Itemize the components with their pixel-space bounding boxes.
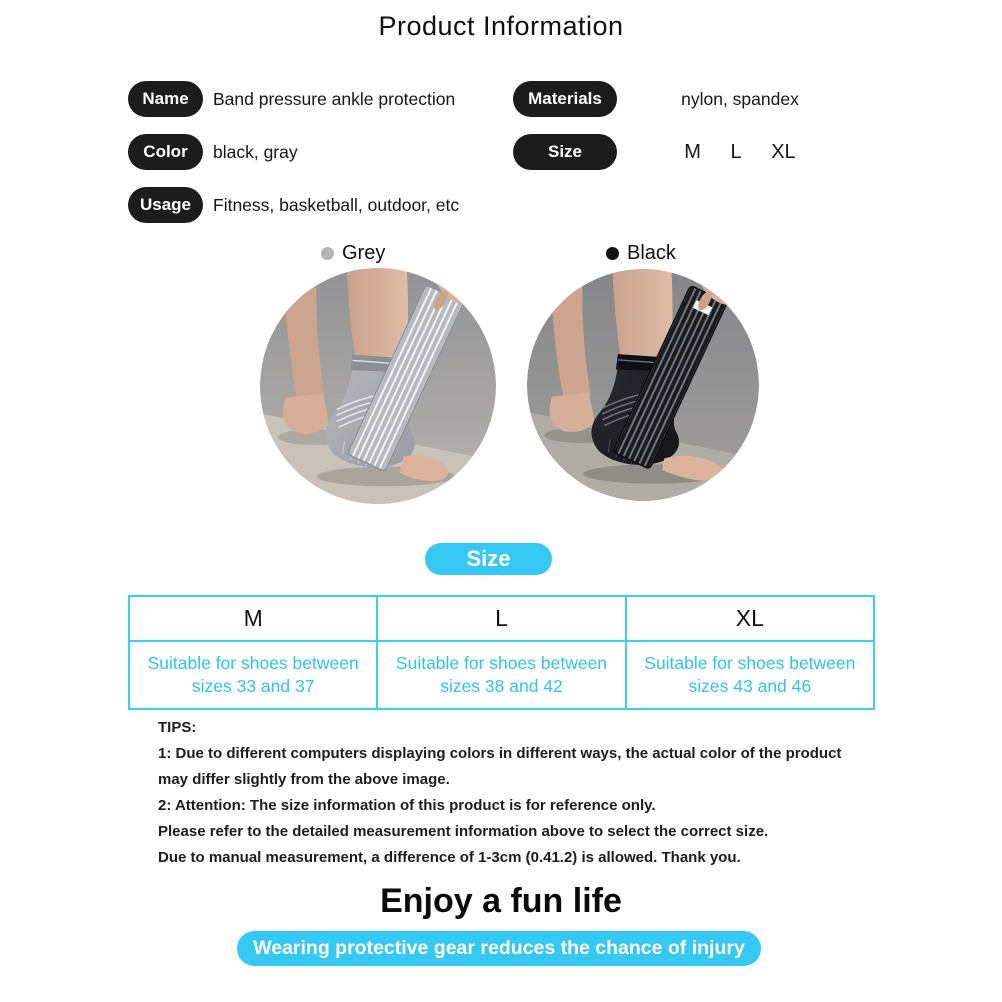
color-label-pill: Color (128, 134, 203, 170)
size-table (128, 595, 875, 710)
size-option-l: L (730, 141, 742, 163)
usage-label-pill: Usage (128, 187, 203, 223)
usage-value: Fitness, basketball, outdoor, etc (213, 195, 460, 215)
black-dot-icon (606, 247, 619, 260)
tips-line-2: may differ slightly from the above image. (158, 771, 450, 788)
size-options (650, 134, 830, 170)
grey-dot-icon (321, 247, 334, 260)
color-value: black, gray (213, 142, 298, 162)
black-ankle-brace-photo (527, 269, 759, 501)
grey-photo-illustration (260, 268, 496, 504)
grey-ankle-brace-photo (260, 268, 496, 504)
footer-banner: Wearing protective gear reduces the chance of injury (237, 931, 761, 966)
size-table-header-m: M (129, 596, 377, 641)
size-option-xl: XL (771, 141, 796, 163)
black-photo-illustration (527, 269, 759, 501)
size-section-badge: Size (425, 543, 552, 575)
size-table-cell-xl: Suitable for shoes between sizes 43 and 46 (626, 641, 874, 709)
black-variant-legend (606, 243, 676, 263)
name-value: Band pressure ankle protection (213, 89, 456, 109)
size-table-header-xl: XL (626, 596, 874, 641)
tips-line-5: Due to manual measurement, a difference of 1-3cm (0.41.2) is allowed. Thank you. (158, 849, 741, 866)
size-table-header-row (129, 596, 874, 641)
tips-section (158, 715, 878, 871)
size-table-header-l: L (377, 596, 625, 641)
tips-line-4: Please refer to the detailed measurement information above to select the correct size. (158, 823, 769, 840)
materials-label-pill: Materials (513, 81, 617, 117)
black-variant-label: Black (627, 241, 676, 264)
size-table-cell-l: Suitable for shoes between sizes 38 and 42 (377, 641, 625, 709)
footer-heading: Enjoy a fun life (380, 882, 622, 920)
tips-line-1: 1: Due to different computers displaying colors in different ways, the actual color of the product (158, 745, 842, 762)
page-title: Product Information (378, 11, 624, 41)
name-label-pill: Name (128, 81, 203, 117)
size-table-cell-m: Suitable for shoes between sizes 33 and 37 (129, 641, 377, 709)
materials-value: nylon, spandex (681, 89, 799, 109)
size-option-m: M (684, 141, 701, 163)
tips-line-3: 2: Attention: The size information of this product is for reference only. (158, 797, 656, 814)
grey-variant-label: Grey (342, 241, 386, 264)
grey-variant-legend (321, 243, 385, 263)
tips-heading: TIPS: (158, 719, 197, 736)
size-label-pill: Size (513, 134, 617, 170)
size-table-body-row (129, 641, 874, 709)
